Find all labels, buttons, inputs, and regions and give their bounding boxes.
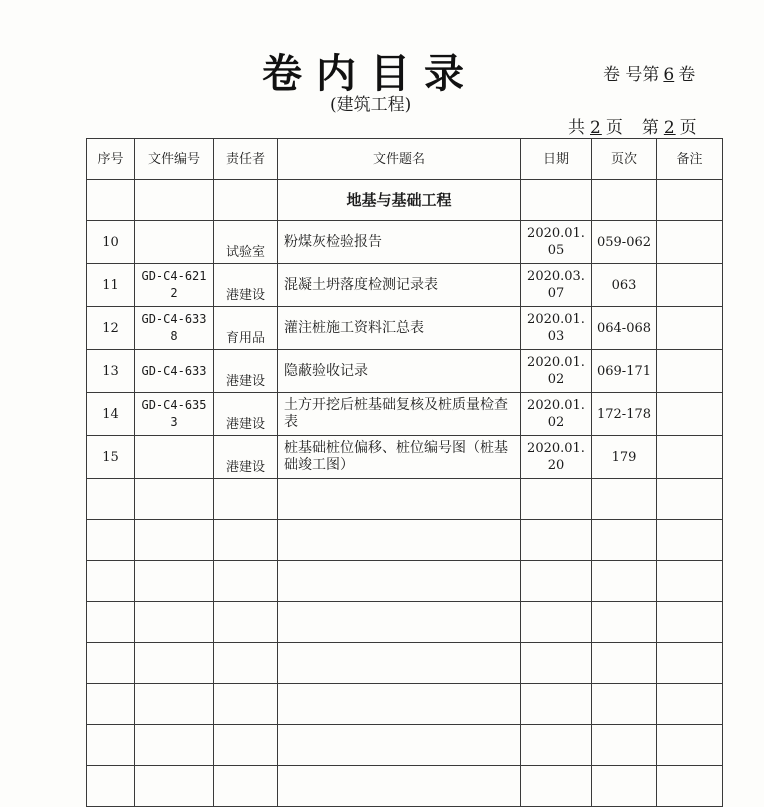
empty-row	[87, 643, 723, 684]
row-title: 桩基础桩位偏移、桩位编号图（桩基础竣工图）	[278, 436, 521, 479]
row-no: 14	[87, 393, 135, 436]
table-row	[87, 264, 723, 307]
page-count	[568, 113, 698, 138]
page-prefix: 第	[641, 118, 660, 138]
subtitle: (建筑工程)	[330, 95, 412, 115]
row-title: 灌注桩施工资料汇总表	[278, 307, 521, 350]
empty-row	[87, 561, 723, 602]
row-responsible: 试验室	[214, 221, 278, 264]
row-code: GD-C4-633	[135, 350, 214, 393]
row-date: 2020.03. 07	[521, 264, 592, 307]
section-row	[87, 180, 723, 221]
header-pages: 页次	[592, 139, 657, 180]
row-title: 粉煤灰检验报告	[278, 221, 521, 264]
header-title: 文件题名	[278, 139, 521, 180]
row-date: 2020.01. 05	[521, 221, 592, 264]
row-code: GD-C4-621 2	[135, 264, 214, 307]
total-suffix: 页	[605, 118, 624, 138]
row-no: 11	[87, 264, 135, 307]
row-pages: 059-062	[592, 221, 657, 264]
row-code: GD-C4-633 8	[135, 307, 214, 350]
volume-suffix: 卷	[678, 65, 696, 85]
row-responsible: 港建设	[214, 436, 278, 479]
row-responsible: 港建设	[214, 350, 278, 393]
volume-number	[603, 60, 695, 85]
row-date: 2020.01. 02	[521, 350, 592, 393]
header-no: 序号	[87, 139, 135, 180]
row-pages: 064-068	[592, 307, 657, 350]
row-note	[657, 221, 723, 264]
row-title: 隐蔽验收记录	[278, 350, 521, 393]
row-responsible: 育用品	[214, 307, 278, 350]
page-suffix: 页	[679, 118, 698, 138]
total-pages: 2	[590, 118, 602, 138]
empty-row	[87, 602, 723, 643]
row-responsible: 港建设	[214, 393, 278, 436]
header-date: 日期	[521, 139, 592, 180]
row-no: 10	[87, 221, 135, 264]
row-code	[135, 436, 214, 479]
row-date: 2020.01. 02	[521, 393, 592, 436]
page-number: 2	[663, 118, 676, 138]
empty-row	[87, 479, 723, 520]
header-responsible: 责任者	[214, 139, 278, 180]
row-no: 13	[87, 350, 135, 393]
row-note	[657, 436, 723, 479]
table-row	[87, 393, 723, 436]
row-code: GD-C4-635 3	[135, 393, 214, 436]
total-prefix: 共	[568, 118, 586, 138]
row-responsible: 港建设	[214, 264, 278, 307]
row-pages: 179	[592, 436, 657, 479]
row-title: 土方开挖后桩基础复核及桩质量检查表	[278, 393, 521, 436]
header-note: 备注	[657, 139, 723, 180]
empty-row	[87, 520, 723, 561]
row-pages: 172-178	[592, 393, 657, 436]
empty-row	[87, 684, 723, 725]
volume-number-value: 6	[663, 65, 675, 85]
row-date: 2020.01. 20	[521, 436, 592, 479]
table-row	[87, 350, 723, 393]
row-note	[657, 307, 723, 350]
table-header-row	[87, 139, 723, 180]
row-note	[657, 264, 723, 307]
row-note	[657, 393, 723, 436]
row-no: 12	[87, 307, 135, 350]
row-pages: 063	[592, 264, 657, 307]
catalog-table	[86, 138, 723, 807]
row-pages: 069-171	[592, 350, 657, 393]
row-date: 2020.01. 03	[521, 307, 592, 350]
header-code: 文件编号	[135, 139, 214, 180]
page-title: 卷内目录	[262, 51, 478, 97]
row-title: 混凝土坍落度检测记录表	[278, 264, 521, 307]
row-note	[657, 350, 723, 393]
row-code	[135, 221, 214, 264]
table-row	[87, 221, 723, 264]
table-row	[87, 436, 723, 479]
empty-row	[87, 766, 723, 807]
section-title: 地基与基础工程	[278, 180, 521, 221]
table-row	[87, 307, 723, 350]
empty-row	[87, 725, 723, 766]
row-no: 15	[87, 436, 135, 479]
volume-prefix: 卷 号第	[603, 65, 660, 85]
